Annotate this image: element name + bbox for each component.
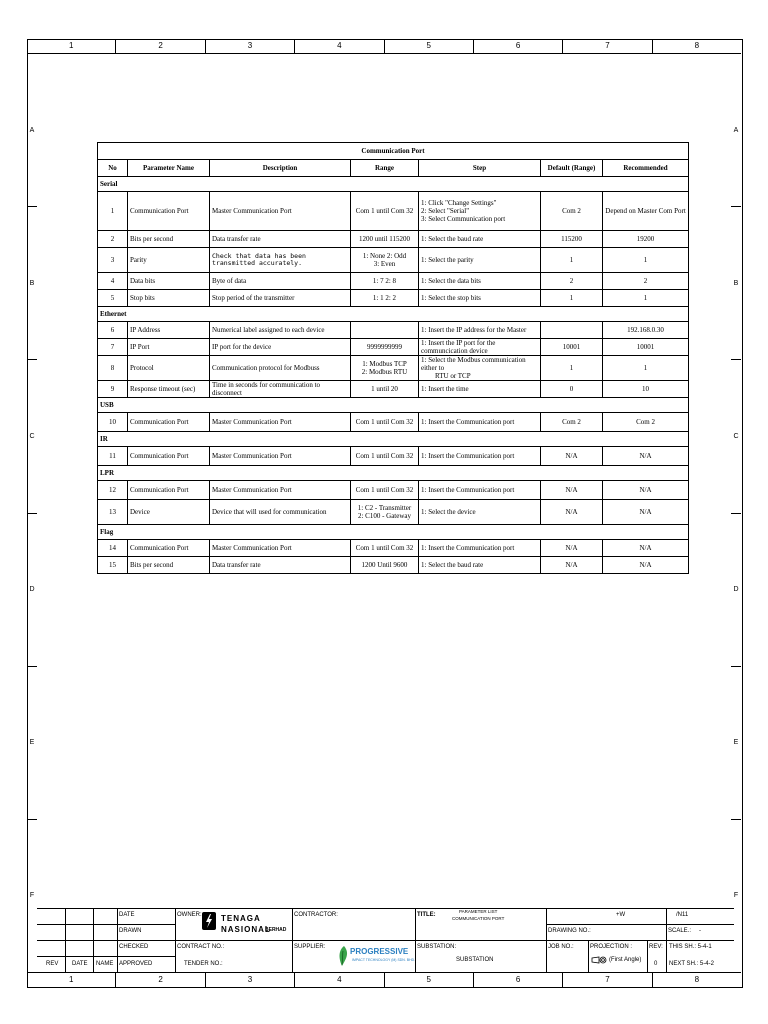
- cell-default: Com 2: [541, 192, 603, 231]
- cell-no: 8: [98, 356, 128, 381]
- table-row: [98, 447, 689, 466]
- cell-recommended: Com 2: [603, 413, 689, 432]
- zone-col-label: 2: [116, 39, 205, 53]
- cell-default: 1: [541, 248, 603, 273]
- zone-col-label: 7: [563, 39, 652, 53]
- cell-step: 1: Insert the Communication port: [419, 540, 541, 557]
- table-row: [98, 339, 689, 356]
- cell-param: Communication Port: [128, 540, 210, 557]
- step-line: 1: Click "Change Settings": [421, 198, 497, 207]
- tb-line: [117, 956, 175, 957]
- zone-col-label: 1: [27, 39, 116, 53]
- cell-param: Protocol: [128, 356, 210, 381]
- zone-row-label: B: [27, 207, 37, 360]
- section-flag: Flag: [98, 525, 689, 540]
- zone-row-label: F: [733, 892, 739, 900]
- projection-label: PROJECTION :: [590, 944, 633, 950]
- cell-step: 1: Insert the IP port for the communcication device: [419, 339, 541, 356]
- tb-line: [65, 908, 66, 972]
- owner-name-line2: NASIONAL: [221, 925, 271, 934]
- cell-recommended: 192.168.0.30: [603, 322, 689, 339]
- table-row: [98, 557, 689, 574]
- table-row: [98, 231, 689, 248]
- cell-no: 2: [98, 231, 128, 248]
- table-row: [98, 413, 689, 432]
- cell-recommended: Depend on Master Com Port: [603, 192, 689, 231]
- rev-date-label: DATE: [72, 961, 88, 967]
- scale-label: SCALE.:: [668, 928, 692, 934]
- cell-no: 5: [98, 290, 128, 307]
- section-ethernet: Ethernet: [98, 307, 689, 322]
- zone-col-label: 3: [206, 39, 295, 53]
- cell-no: 12: [98, 481, 128, 500]
- header-no: No: [98, 160, 128, 177]
- cell-step: 1: Insert the time: [419, 381, 541, 398]
- cell-desc: IP port for the device: [210, 339, 351, 356]
- scale-value: -: [699, 928, 701, 934]
- cell-param: Parity: [128, 248, 210, 273]
- zone-row-label: A: [27, 54, 37, 207]
- zone-col-label: 1: [27, 973, 116, 987]
- cell-no: 7: [98, 339, 128, 356]
- location-code: +W: [616, 912, 626, 918]
- drawing-no-label: DRAWING NO.:: [548, 928, 591, 934]
- cell-step: 1: Select the device: [419, 500, 541, 525]
- rev-no-value: 0: [654, 961, 658, 967]
- cell-param: Communication Port: [128, 447, 210, 466]
- cell-step: 1: Insert the Communication port: [419, 447, 541, 466]
- zone-row-label: C: [731, 360, 741, 513]
- zone-row-label: A: [731, 54, 741, 207]
- table-row: [98, 248, 689, 273]
- cell-range: Com 1 until Com 32: [351, 413, 419, 432]
- zone-row-label: D: [27, 514, 37, 667]
- tender-label: TENDER NO.:: [184, 961, 223, 967]
- next-sheet: NEXT SH.: 5-4-2: [669, 961, 714, 967]
- table-row: [98, 481, 689, 500]
- cell-range: 1200 Until 9600: [351, 557, 419, 574]
- title-label: TITLE:: [417, 912, 436, 918]
- tb-line: [37, 908, 734, 909]
- table-row: [98, 192, 689, 231]
- cell-param: Communication Port: [128, 481, 210, 500]
- cell-range: 1: Modbus TCP 2: Modbus RTU: [351, 356, 419, 381]
- cell-recommended: 10: [603, 381, 689, 398]
- substation-value: SUBSTATION: [456, 957, 494, 963]
- step-line: 1: Select the Modbus communication either to: [421, 356, 526, 373]
- drawn-label: DRAWN: [119, 928, 142, 934]
- cell-desc: Master Communication Port: [210, 540, 351, 557]
- zone-col-label: 8: [694, 41, 700, 50]
- cell-desc: Data transfer rate: [210, 231, 351, 248]
- tb-line: [117, 940, 175, 941]
- cell-range: 1: 7 2: 8: [351, 273, 419, 290]
- projection-symbol-icon: [591, 956, 607, 964]
- zone-col-label: 3: [206, 973, 295, 987]
- this-sheet: THIS SH.: 5-4-1: [669, 944, 712, 950]
- tb-line: [588, 940, 589, 972]
- cell-recommended: N/A: [603, 481, 689, 500]
- cell-param: IP Address: [128, 322, 210, 339]
- cell-default: [541, 322, 603, 339]
- cell-desc: Master Communication Port: [210, 413, 351, 432]
- rev-label: REV: [46, 961, 59, 967]
- tb-line: [117, 908, 118, 972]
- cell-range: Com 1 until Com 32: [351, 447, 419, 466]
- cell-param: Bits per second: [128, 557, 210, 574]
- tb-line: [37, 940, 117, 941]
- cell-param: Communication Port: [128, 192, 210, 231]
- cell-range: 9999999999: [351, 339, 419, 356]
- tb-line: [546, 908, 547, 972]
- cell-default: N/A: [541, 557, 603, 574]
- approved-label: APPROVED: [119, 961, 153, 967]
- header-step: Step: [419, 160, 541, 177]
- header-default: Default (Range): [541, 160, 603, 177]
- tb-line: [37, 924, 117, 925]
- section-lpr: LPR: [98, 466, 689, 481]
- cell-step: 1: Insert the IP address for the Master: [419, 322, 541, 339]
- cell-recommended: 10001: [603, 339, 689, 356]
- cell-no: 3: [98, 248, 128, 273]
- cell-no: 1: [98, 192, 128, 231]
- title-line2: COMMUNICATION PORT: [452, 916, 505, 921]
- cell-recommended: 2: [603, 273, 689, 290]
- tb-line: [175, 908, 176, 972]
- cell-default: Com 2: [541, 413, 603, 432]
- tb-line: [546, 924, 734, 925]
- cell-default: N/A: [541, 447, 603, 466]
- owner-suffix: BERHAD: [265, 927, 287, 933]
- cell-no: 6: [98, 322, 128, 339]
- cell-param: Bits per second: [128, 231, 210, 248]
- cell-step: 1: Select the baud rate: [419, 557, 541, 574]
- substation-label: SUBSTATION:: [417, 944, 457, 950]
- date-label: DATE: [119, 912, 135, 918]
- sheet-code: /N11: [676, 912, 689, 918]
- cell-recommended: N/A: [603, 557, 689, 574]
- cell-default: 1: [541, 290, 603, 307]
- zone-col-label: 2: [116, 973, 205, 987]
- table-row: [98, 500, 689, 525]
- cell-step: 1: Insert the Communication port: [419, 481, 541, 500]
- cell-range: [351, 322, 419, 339]
- parameter-table: [97, 142, 689, 574]
- cell-range: 1200 until 115200: [351, 231, 419, 248]
- cell-default: N/A: [541, 540, 603, 557]
- cell-default: 1: [541, 356, 603, 381]
- tb-line: [175, 940, 415, 941]
- zone-columns-bottom: [27, 972, 741, 987]
- projection-value: (First Angle): [609, 957, 642, 963]
- table-row: [98, 290, 689, 307]
- cell-desc: Byte of data: [210, 273, 351, 290]
- tb-line: [37, 956, 117, 957]
- tb-line: [415, 908, 416, 972]
- step-line: 3: Select Communication port: [421, 215, 506, 224]
- rev-name-label: NAME: [96, 961, 114, 967]
- cell-param: Stop bits: [128, 290, 210, 307]
- cell-desc: Numerical label assigned to each device: [210, 322, 351, 339]
- header-range: Range: [351, 160, 419, 177]
- cell-step: 1: Select the data bits: [419, 273, 541, 290]
- section-usb: USB: [98, 398, 689, 413]
- cell-range: 1: None 2: Odd 3: Even: [351, 248, 419, 273]
- cell-range: 1: C2 - Transmitter 2: C100 - Gateway: [351, 500, 419, 525]
- owner-name-line1: TENAGA: [221, 914, 261, 923]
- zone-rows-left: [27, 54, 37, 972]
- header-recommended: Recommended: [603, 160, 689, 177]
- zone-col-label: 4: [295, 39, 384, 53]
- cell-desc: Stop period of the transmitter: [210, 290, 351, 307]
- cell-desc: Time in seconds for communication to disconnect: [210, 381, 351, 398]
- header-parameter-name: Parameter Name: [128, 160, 210, 177]
- cell-range: 1: 1 2: 2: [351, 290, 419, 307]
- tb-line: [415, 940, 734, 941]
- owner-label: OWNER:: [177, 912, 202, 918]
- zone-col-label: 5: [385, 973, 474, 987]
- zone-row-label: E: [27, 667, 37, 820]
- table-title: Communication Port: [98, 143, 689, 160]
- cell-desc: Communication protocol for Modbuss: [210, 356, 351, 381]
- cell-range: 1 until 20: [351, 381, 419, 398]
- cell-default: 0: [541, 381, 603, 398]
- table-row: [98, 322, 689, 339]
- zone-col-label: 5: [385, 39, 474, 53]
- zone-col-label: 7: [563, 973, 652, 987]
- cell-desc: Master Communication Port: [210, 192, 351, 231]
- cell-recommended: 19200: [603, 231, 689, 248]
- rev-no-label: REV:: [649, 944, 663, 950]
- cell-default: 2: [541, 273, 603, 290]
- table-row: [98, 273, 689, 290]
- zone-rows-right: [731, 54, 741, 972]
- tb-line: [292, 908, 293, 972]
- table-row: [98, 356, 689, 381]
- zone-row-label: F: [29, 892, 35, 900]
- cell-desc: Device that will used for communication: [210, 500, 351, 525]
- cell-step: [419, 192, 541, 231]
- cell-param: IP Port: [128, 339, 210, 356]
- cell-no: 10: [98, 413, 128, 432]
- supplier-name: PROGRESSIVE: [350, 947, 409, 956]
- cell-desc: Check that data has been transmitted accurately.: [210, 248, 351, 273]
- cell-step: 1: Select the parity: [419, 248, 541, 273]
- tb-line: [647, 940, 648, 972]
- section-serial: Serial: [98, 177, 689, 192]
- zone-col-label: 8: [694, 975, 700, 984]
- cell-no: 15: [98, 557, 128, 574]
- tb-line: [117, 924, 175, 925]
- table-row: [98, 540, 689, 557]
- zone-row-label: E: [731, 667, 741, 820]
- cell-desc: Data transfer rate: [210, 557, 351, 574]
- job-no-label: JOB NO.:: [548, 944, 574, 950]
- cell-range: Com 1 until Com 32: [351, 481, 419, 500]
- step-line: 2: Select "Serial": [421, 206, 470, 215]
- step-line: RTU or TCP: [435, 372, 471, 381]
- zone-columns-top: [27, 39, 741, 54]
- table-row: [98, 381, 689, 398]
- contractor-label: CONTRACTOR:: [294, 912, 338, 918]
- zone-col-label: 6: [474, 39, 563, 53]
- zone-row-label: C: [27, 360, 37, 513]
- cell-range: Com 1 until Com 32: [351, 192, 419, 231]
- cell-recommended: 1: [603, 248, 689, 273]
- contract-label: CONTRACT NO.:: [177, 944, 225, 950]
- tb-line: [666, 908, 667, 972]
- cell-recommended: 1: [603, 356, 689, 381]
- cell-default: N/A: [541, 500, 603, 525]
- cell-no: 4: [98, 273, 128, 290]
- cell-no: 14: [98, 540, 128, 557]
- cell-default: 115200: [541, 231, 603, 248]
- cell-step: 1: Select the baud rate: [419, 231, 541, 248]
- cell-recommended: 1: [603, 290, 689, 307]
- section-ir: IR: [98, 432, 689, 447]
- cell-param: Data bits: [128, 273, 210, 290]
- tb-line: [93, 908, 94, 972]
- cell-param: Response timeout (sec): [128, 381, 210, 398]
- zone-row-label: B: [731, 207, 741, 360]
- cell-param: Device: [128, 500, 210, 525]
- header-description: Description: [210, 160, 351, 177]
- cell-no: 9: [98, 381, 128, 398]
- supplier-label: SUPPLIER:: [294, 944, 326, 950]
- zone-col-label: 6: [474, 973, 563, 987]
- tnb-logo-icon: [201, 911, 217, 931]
- cell-step: 1: Select the stop bits: [419, 290, 541, 307]
- cell-recommended: N/A: [603, 447, 689, 466]
- supplier-tagline: IMPACT TECHNOLOGY (M) SDN. BHD.: [352, 958, 416, 962]
- cell-step: 1: Insert the Communication port: [419, 413, 541, 432]
- zone-col-label: 4: [295, 973, 384, 987]
- title-line1: PARAMETER LIST: [459, 909, 498, 914]
- cell-no: 13: [98, 500, 128, 525]
- cell-no: 11: [98, 447, 128, 466]
- cell-default: N/A: [541, 481, 603, 500]
- cell-desc: Master Communication Port: [210, 481, 351, 500]
- zone-row-label: D: [731, 514, 741, 667]
- cell-recommended: N/A: [603, 500, 689, 525]
- cell-range: Com 1 until Com 32: [351, 540, 419, 557]
- cell-param: Communication Port: [128, 413, 210, 432]
- cell-default: 10001: [541, 339, 603, 356]
- cell-desc: Master Communication Port: [210, 447, 351, 466]
- cell-recommended: N/A: [603, 540, 689, 557]
- cell-step: [419, 356, 541, 381]
- checked-label: CHECKED: [119, 944, 149, 950]
